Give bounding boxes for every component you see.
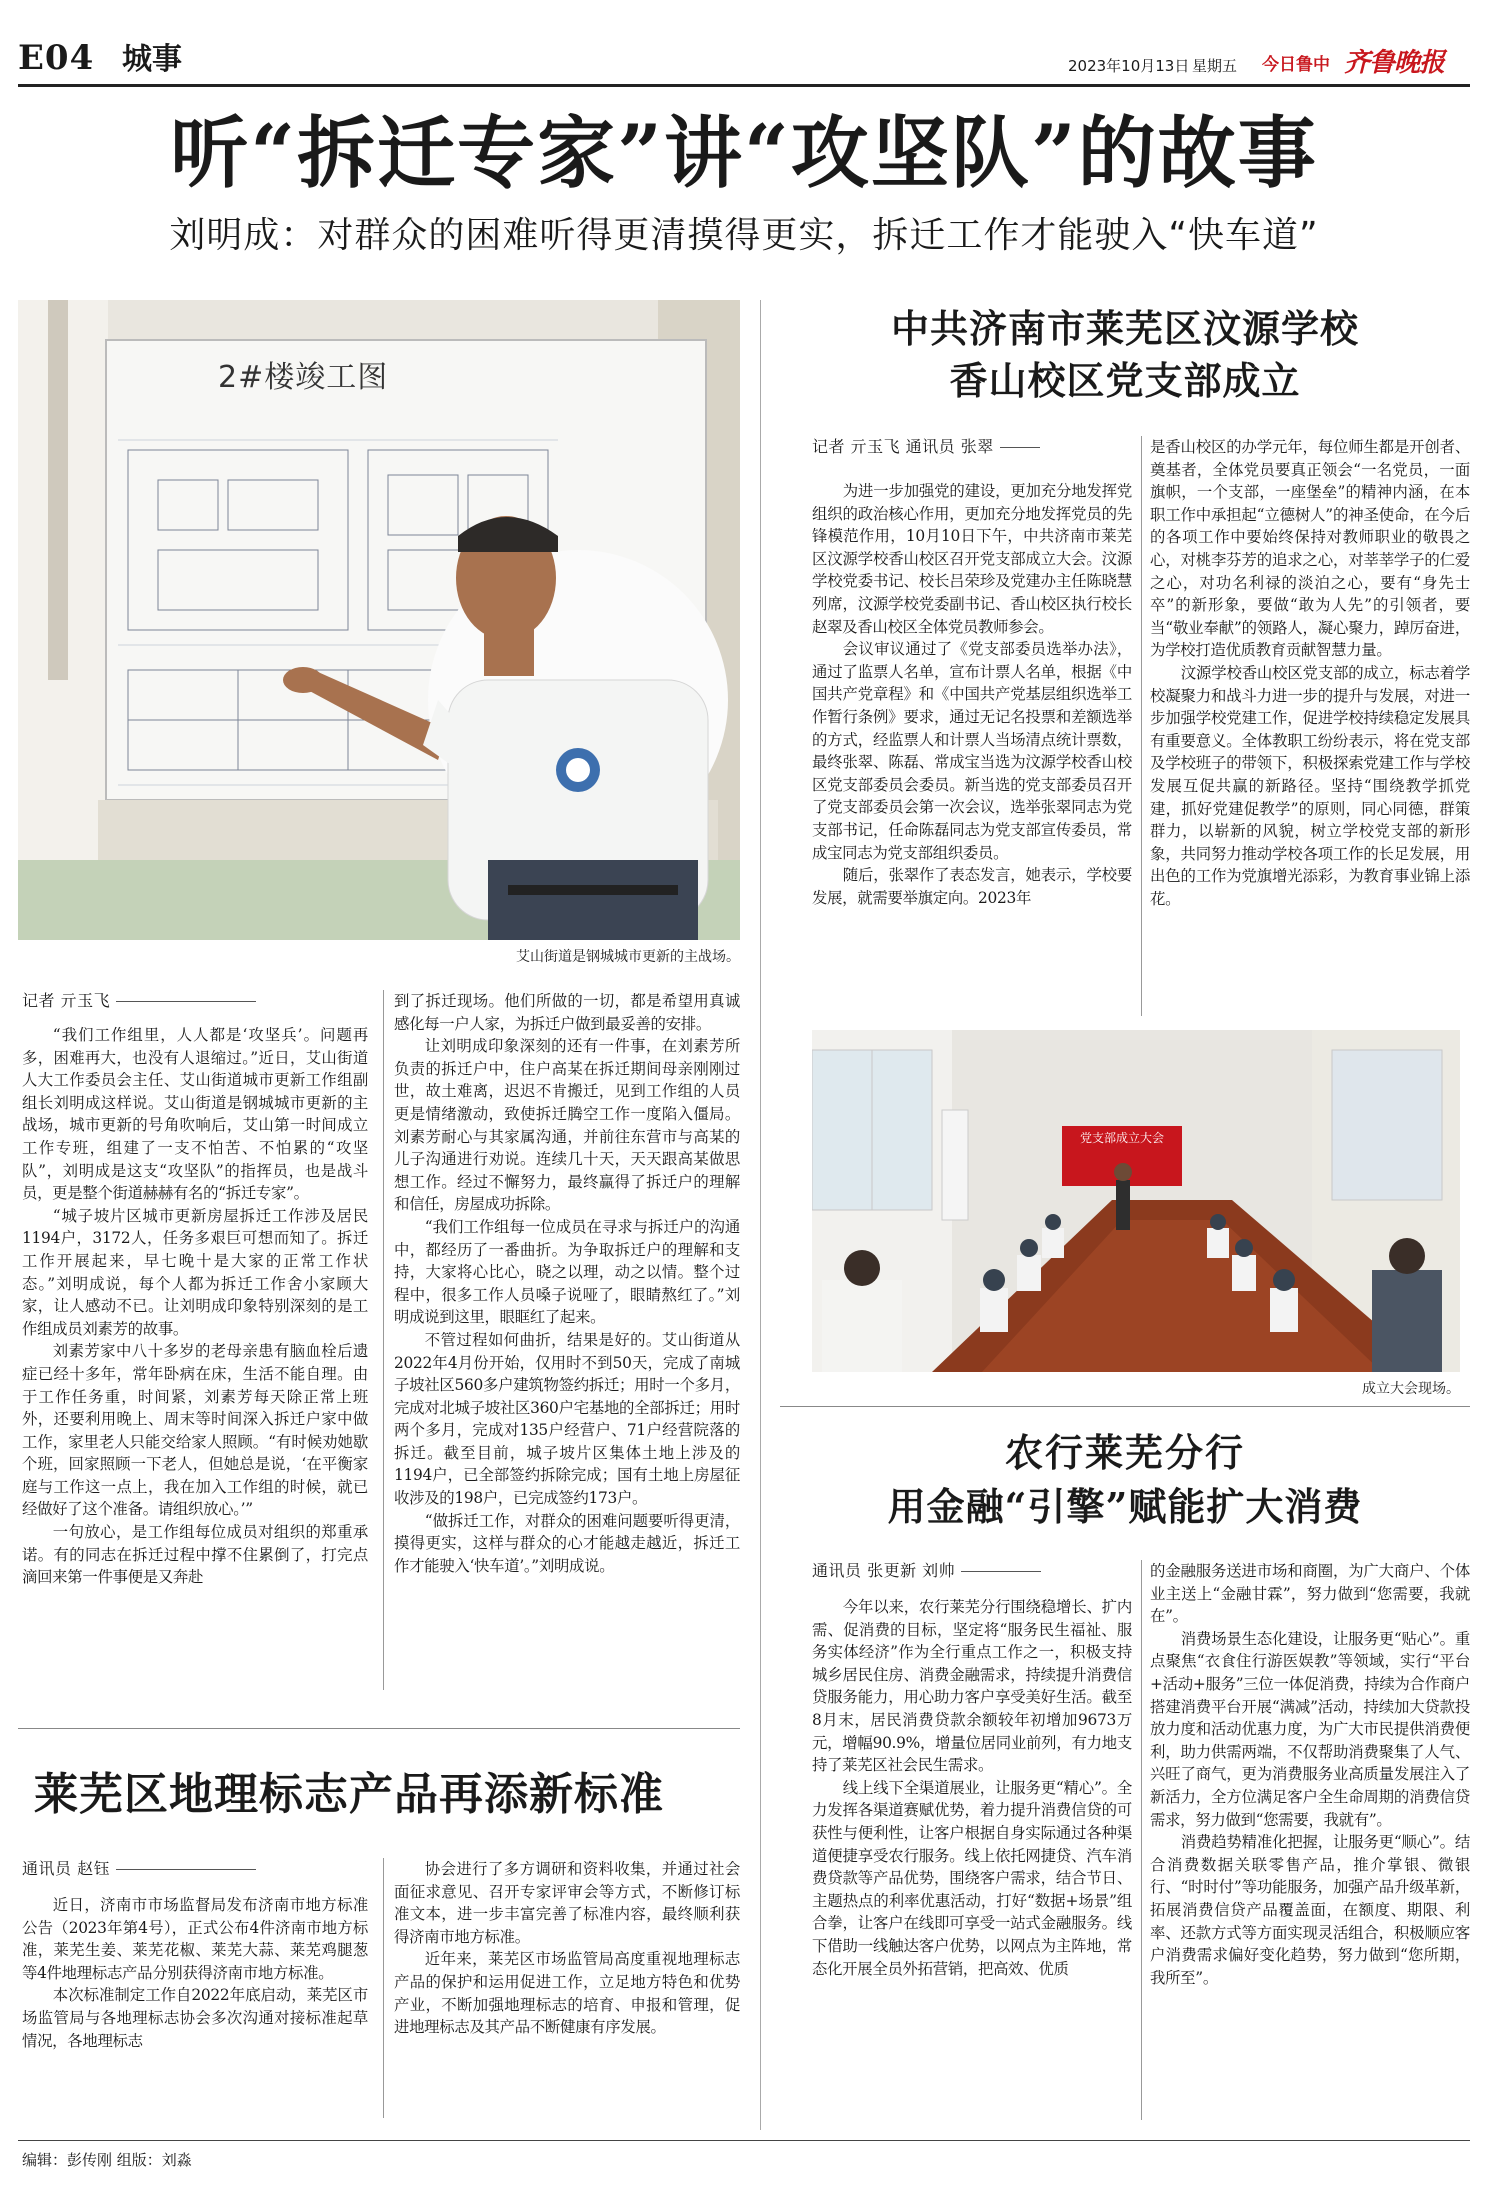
geo-byline [22, 1858, 256, 1880]
issue-weekday: 星期五 [1192, 57, 1238, 75]
section-divider [18, 1728, 740, 1729]
lead-subheadline: 刘明成：对群众的困难听得更清摸得更实，拆迁工作才能驶入“快车道” [169, 215, 1319, 256]
party-column-2 [1150, 436, 1470, 910]
party-photo-banner: 党支部成立大会 [1079, 1131, 1164, 1145]
lead-photo-caption: 艾山街道是钢城城市更新的主战场。 [516, 949, 740, 965]
lead-paragraph: “我们工作组里，人人都是‘攻坚兵’。问题再多，困难再大，也没有人退缩过。”近日，艾山街道人大工作委员会主任、艾山街道城市更新工作组副组长刘明成这样说。艾山街道是钢城城市更新的主战场，城市更新的号角吹响后，艾山第一时间成立工作专班，组建了一支不怕苦、不怕累的“攻坚队”，刘明成是这支“攻坚队”的指挥员，也是战斗员，更是整个街道赫赫有名的“拆迁专家”。 [22, 1026, 368, 1203]
party-paragraph: 会议审议通过了《党支部委员选举办法》，通过了监票人名单，宣布计票人名单，根据《中国共产党章程》和《中国共产党基层组织选举工作暂行条例》要求，通过无记名投票和差额选举的方式，经监票人和计票人当场清点统计票数，最终张翠、陈磊、常成宝当选为汶源学校香山校区党支部委员会委员。新当选的党支部委员召开了党支部委员会第一次会议，选举张翠同志为党支部书记，任命陈磊同志为党支部宣传委员，常成宝同志为党支部组织委员。 [812, 640, 1132, 862]
lead-paragraph: “城子坡片区城市更新房屋拆迁工作涉及居民1194户，3172人，任务多艰巨可想而知了。拆迁工作开展起来，早七晚十是大家的正常工作状态。”刘明成说，每个人都为拆迁工作舍小家顾大家，让人感动不已。让刘明成印象特别深刻的是工作组成员刘素芳的故事。 [22, 1206, 368, 1338]
geo-byline-text: 通讯员 赵钰 [22, 1859, 111, 1878]
bank-column-2 [1150, 1560, 1470, 1989]
lead-byline [22, 990, 256, 1012]
footer-editors: 编辑：彭传刚 组版：刘淼 [22, 2151, 192, 2169]
edition-name: 今日鲁中 [1262, 55, 1330, 75]
byline-rule [1000, 447, 1040, 448]
party-byline [812, 436, 1040, 458]
masthead-rule [18, 84, 1470, 87]
party-column-1 [812, 480, 1132, 909]
lead-headline: 听“拆迁专家”讲“攻坚队”的故事 [170, 108, 1318, 199]
column-divider [383, 990, 384, 1690]
photo-board-title: 2#楼竣工图 [218, 360, 389, 395]
page-divider [760, 300, 761, 2130]
lead-photo [18, 300, 740, 940]
bank-byline-text: 通讯员 张更新 刘帅 [812, 1561, 956, 1580]
geo-headline: 莱芜区地理标志产品再添新标准 [34, 1769, 664, 1820]
paper-logo: 齐鲁晚报 [1344, 48, 1445, 78]
party-photo-illustration [812, 1030, 1460, 1372]
issue-date: 2023年10月13日 [1068, 57, 1190, 75]
byline-rule [116, 1869, 256, 1870]
party-paragraph: 汶源学校香山校区党支部的成立，标志着学校凝聚力和战斗力进一步的提升与发展，对进一步加强学校党建工作，促进学校持续稳定发展具有重要意义。全体教职工纷纷表示，将在党支部及学校班子的带领下，积极探索党建工作与学校发展互促共赢的新路径。坚持“围绕教学抓党建，抓好党建促教学”的原则，同心同德，群策群力，以崭新的风貌，树立学校党支部的新形象，共同努力推动学校各项工作的长足发展，用出色的工作为党旗增光添彩，为教育事业锦上添花。 [1150, 663, 1470, 908]
lead-paragraph: “做拆迁工作，对群众的困难问题要听得更清，摸得更实，这样与群众的心才能越走越近，拆迁工作才能驶入‘快车道’。”刘明成说。 [394, 1511, 740, 1575]
party-headline-line1: 中共济南市莱芜区汶源学校 [890, 306, 1359, 351]
party-paragraph: 是香山校区的办学元年，每位师生都是开创者、奠基者，全体党员要真正领会“一名党员，一面旗帜，一个支部，一座堡垒”的精神内涵，在本职工作中承担起“立德树人”的神圣使命，在今后的各项工作中要始终保持对教师职业的敬畏之心，对桃李芬芳的追求之心，对莘莘学子的仁爱之心，对功名利禄的淡泊之心，要有“身先士卒”的新形象，要做“敢为人先”的引领者，要当“敬业奉献”的领路人，凝心聚力，踔厉奋进，为学校打造优质教育贡献智慧力量。 [1150, 438, 1470, 660]
party-photo-caption: 成立大会现场。 [1362, 1381, 1460, 1397]
lead-photo-illustration [18, 300, 740, 940]
bank-paragraph: 线上线下全渠道展业，让服务更“精心”。全力发挥各渠道赛赋优势，着力提升消费信贷的可获性与便利性，让客户根据自身实际通过各种渠道便捷享受农行服务。线上依托网捷贷、汽车消费贷款等产品优势，围绕客户需求，结合节日、主题热点的利率优惠活动，打好“数据+场景”组合拳，让客户在线即可享受一站式金融服务。线下借助一线触达客户优势，以网点为主阵地，常态化开展全员外拓营销，把高效、优质 [812, 1778, 1132, 1978]
bank-paragraph: 消费场景生态化建设，让服务更“贴心”。重点聚焦“衣食住行游医娱教”等领域，实行“平台+活动+服务”三位一体促消费，持续为合作商户搭建消费平台开展“满减”活动，持续加大贷款投放力度和活动优惠力度，为广大市民提供消费便利，助力供需两端，不仅帮助消费聚集了人气、兴旺了商气，更为消费服务业高质量发展注入了新活力，全方位满足客户全生命周期的消费信贷需求，努力做到“您需要，我就有”。 [1150, 1629, 1470, 1829]
geo-paragraph: 协会进行了多方调研和资料收集，并通过社会面征求意见、召开专家评审会等方式，不断修订标准文本，进一步丰富完善了标准内容，最终顺利获得济南市地方标准。 [394, 1860, 740, 1946]
section-name: 城事 [122, 42, 182, 77]
column-divider [383, 1858, 384, 2118]
byline-rule [961, 1571, 1041, 1572]
section-divider [780, 1406, 1470, 1407]
column-divider [1141, 1560, 1142, 2120]
party-headline-line2: 香山校区党支部成立 [949, 358, 1301, 403]
lead-paragraph: “我们工作组每一位成员在寻求与拆迁户的沟通中，都经历了一番曲折。为争取拆迁户的理解和支持，大家将心比心，晓之以理，动之以情。整个过程中，很多工作人员嗓子说哑了，眼睛熬红了。”刘明成说到这里，眼眶红了起来。 [394, 1217, 740, 1327]
bank-byline [812, 1560, 1041, 1582]
bank-paragraph: 消费趋势精准化把握，让服务更“顺心”。结合消费数据关联零售产品，推介掌银、微银行、“时时付”等功能服务，加强产品升级革新，拓展消费信贷产品覆盖面，在额度、期限、利率、还款方式等方面实现灵活组合，积极顺应客户消费需求偏好变化趋势，努力做到“您所期，我所至”。 [1150, 1833, 1470, 1987]
lead-byline-text: 记者 亓玉飞 [22, 991, 111, 1010]
bank-paragraph: 今年以来，农行莱芜分行围绕稳增长、扩内需、促消费的目标，坚定将“服务民生福祉、服务实体经济”作为全行重点工作之一，积极支持城乡居民住房、消费金融需求，持续提升消费信贷服务能力，用心助力客户享受美好生活。截至8月末，居民消费贷款余额较年初增加9673万元，增幅90.9%，增量位居同业前列，有力地支持了莱芜区社会民生需求。 [812, 1598, 1132, 1775]
bank-headline-line2: 用金融“引擎”赋能扩大消费 [887, 1484, 1363, 1529]
lead-paragraph: 不管过程如何曲折，结果是好的。艾山街道从2022年4月份开始，仅用时不到50天，完成了南城子坡社区560多户建筑物签约拆迁；用时一个多月，完成对北城子坡社区360户宅基地的全部拆迁；用时两个多月，完成对135户经营户、71户经营院落的拆迁。截至目前，城子坡片区集体土地上涉及的1194户，已全部签约拆除完成；国有土地上房屋征收涉及的198户，已完成签约173户。 [394, 1330, 740, 1508]
bank-column-1 [812, 1596, 1132, 1980]
party-paragraph: 为进一步加强党的建设，更加充分地发挥党组织的政治核心作用，更加充分地发挥党员的先锋模范作用，10月10日下午，中共济南市莱芜区汶源学校香山校区召开党支部成立大会。汶源学校党委书记、校长吕荣珍及党建办主任陈晓慧列席，汶源学校党委副书记、香山校区执行校长赵翠及香山校区全体党员教师参会。 [812, 482, 1132, 636]
lead-column-1 [22, 1024, 368, 1589]
lead-paragraph: 到了拆迁现场。他们所做的一切，都是希望用真诚感化每一户人家，为拆迁户做到最妥善的安排。 [394, 992, 740, 1033]
lead-column-2 [394, 990, 740, 1577]
geo-paragraph: 近日，济南市市场监督局发布济南市地方标准公告（2023年第4号），正式公布4件济南市地方标准，莱芜生姜、莱芜花椒、莱芜大蒜、莱芜鸡腿葱等4件地理标志产品分别获得济南市地方标准。 [22, 1896, 368, 1982]
byline-rule [116, 1001, 256, 1002]
footer-rule [18, 2140, 1470, 2141]
party-byline-text: 记者 亓玉飞 通讯员 张翠 [812, 437, 994, 456]
page-number: E04 [18, 38, 95, 78]
geo-column-1 [22, 1894, 368, 2052]
geo-paragraph: 本次标准制定工作自2022年底启动，莱芜区市场监管局与各地理标志协会多次沟通对接标准起草情况，各地理标志 [22, 1986, 368, 2050]
bank-headline-line1: 农行莱芜分行 [1004, 1430, 1245, 1475]
lead-paragraph: 一句放心，是工作组每位成员对组织的郑重承诺。有的同志在拆迁过程中撑不住累倒了，打完点滴回来第一件事便是又奔赴 [22, 1523, 368, 1587]
column-divider [1141, 436, 1142, 1016]
party-photo [812, 1030, 1460, 1372]
geo-paragraph: 近年来，莱芜区市场监管局高度重视地理标志产品的保护和运用促进工作，立足地方特色和优势产业，不断加强地理标志的培育、申报和管理，促进地理标志及其产品不断健康有序发展。 [394, 1950, 740, 2037]
geo-column-2 [394, 1858, 740, 2039]
lead-paragraph: 让刘明成印象深刻的还有一件事，在刘素芳所负责的拆迁户中，住户高某在拆迁期间母亲刚刚过世，故土难离，迟迟不肯搬迁，见到工作组的人员更是情绪激动，致使拆迁腾空工作一度陷入僵局。刘素芳耐心与其家属沟通，并前往东营市与高某的儿子沟通进行劝说。连续几十天，天天跟高某做思想工作。经过不懈努力，最终赢得了拆迁户的理解和信任，房屋成功拆除。 [394, 1037, 740, 1214]
party-paragraph: 随后，张翠作了表态发言，她表示，学校要发展，就需要举旗定向。2023年 [812, 866, 1132, 907]
lead-paragraph: 刘素芳家中八十多岁的老母亲患有脑血栓后遗症已经十多年，常年卧病在床，生活不能自理。由于工作任务重，时间紧，刘素芳每天除正常上班外，还要利用晚上、周末等时间深入拆迁户家中做工作，家里老人只能交给家人照顾。“有时候劝她歇个班，回家照顾一下老人，但她总是说，‘在平衡家庭与工作这一点上，我在加入工作组的时候，就已经做好了这个准备。请组织放心。’” [22, 1342, 368, 1519]
bank-paragraph: 的金融服务送进市场和商圈，为广大商户、个体业主送上“金融甘霖”，努力做到“您需要，我就在”。 [1150, 1562, 1470, 1626]
